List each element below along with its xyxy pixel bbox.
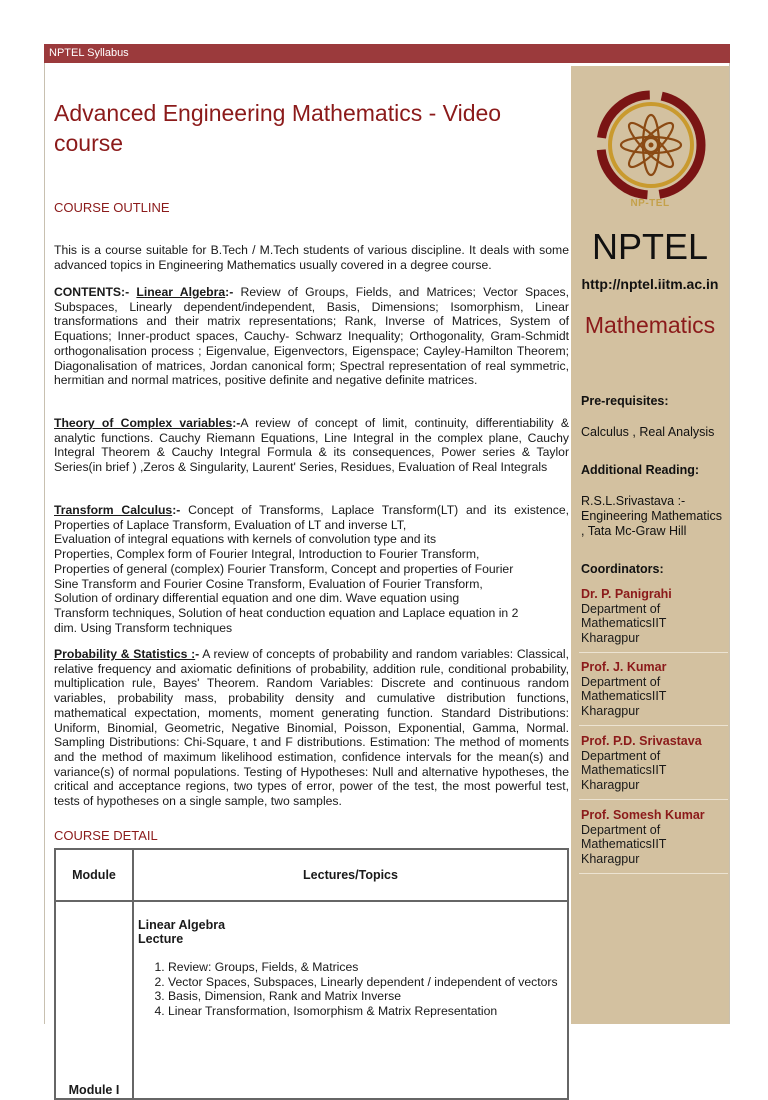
- sidebar-discipline: Mathematics: [584, 312, 716, 338]
- transform-line3: Properties, Complex form of Fourier Integral, Introduction to Fourier Transform,: [54, 547, 480, 562]
- transform-sep: :-: [172, 503, 181, 517]
- topic-title: Linear Algebra: [138, 918, 226, 932]
- transform-line5: Sine Transform and Fourier Cosine Transform, Evaluation of Fourier Transform,: [54, 576, 483, 591]
- topic-subtitle: Lecture: [138, 932, 184, 946]
- transform-paragraph: [54, 503, 569, 635]
- complex-heading: Theory of Complex variables: [54, 416, 233, 430]
- coordinator-dept: Department of MathematicsIIT Kharagpur: [581, 674, 667, 718]
- transform-line6: Solution of ordinary differential equation and one dim. Wave equation using: [54, 591, 460, 606]
- coordinator-name: Prof. P.D. Srivastava: [581, 734, 702, 748]
- list-item: 1. Review: Groups, Fields, & Matrices: [168, 960, 563, 975]
- coordinators-heading: Coordinators:: [581, 562, 664, 576]
- complex-paragraph: [54, 416, 569, 475]
- complex-text: A review of concept of limit, continuity, differentiability & analytic functions. Cauchy Riemann Equations, Line Integral in the complex plane, Cauchy Integral Theorem & Cauchy Integral Formula & its consequences, Power series & Taylor Series(in brief ) ,Zeros & Singularity, Laurent' Series, Residues, Evaluation of Real Integrals: [54, 416, 569, 475]
- list-item: 4. Linear Transformation, Isomorphism & Matrix Representation: [168, 1004, 563, 1019]
- course-detail-table: [54, 848, 569, 1100]
- contents-label: CONTENTS:-: [54, 285, 130, 299]
- coordinator-dept: Department of MathematicsIIT Kharagpur: [581, 601, 667, 645]
- sidebar: [571, 66, 729, 1024]
- complex-sep: :-: [232, 416, 241, 430]
- table-header-row: [55, 849, 568, 901]
- probability-sep: -: [195, 647, 200, 661]
- prereq-text: Calculus , Real Analysis: [581, 425, 715, 439]
- coordinator-name: Prof. Somesh Kumar: [581, 808, 705, 822]
- linear-algebra-sep: :-: [225, 285, 234, 299]
- transform-heading: Transform Calculus: [54, 503, 173, 517]
- list-item: 3. Basis, Dimension, Rank and Matrix Inverse: [168, 989, 563, 1004]
- header-label: NPTEL Syllabus: [49, 47, 129, 59]
- probability-heading: Probability & Statistics :: [54, 647, 196, 661]
- module-cell: [55, 901, 133, 1099]
- coordinator-item: [579, 587, 728, 653]
- linear-algebra-paragraph: [54, 285, 569, 388]
- transform-line8: dim. Using Transform techniques: [54, 620, 233, 635]
- coordinator-dept: Department of MathematicsIIT Kharagpur: [581, 822, 667, 866]
- reading-heading: Additional Reading:: [581, 463, 700, 477]
- probability-paragraph: [54, 647, 569, 809]
- course-detail-label: COURSE DETAIL: [54, 828, 158, 843]
- coordinator-dept: Department of MathematicsIIT Kharagpur: [581, 748, 667, 792]
- sidebar-name: NPTEL: [591, 226, 709, 267]
- module-column-header: Module: [55, 849, 133, 901]
- coordinator-name: Prof. J. Kumar: [581, 660, 667, 674]
- page-title: Advanced Engineering Mathematics - Video course: [54, 100, 502, 156]
- linear-algebra-text: Review of Groups, Fields, and Matrices; Vector Spaces, Subspaces, Linearly dependent/independent, Basis, Dimensions; Isomorphism, Linear transformations and their matrix representations; Rank, Inverse of Matrices, System of Equations; Inner-product spaces, Cauchy- Schwarz Inequality; Orthogonality, Gram-Schmidt orthogonalisation process ; Eigenvalue, Eigenvectors, Eigenspace; Cayley-Hamilton Theorem; Diagonalisation of matrices, Jordan canonical form; Spectral representation of real symmetric, hermitian and normal matrices, positive definite and negative definite matrices.: [54, 285, 569, 388]
- topics-column-header: Lectures/Topics: [133, 849, 568, 901]
- transform-line7: Transform techniques, Solution of heat conduction equation and Laplace equation in 2: [54, 605, 519, 620]
- transform-line2: Evaluation of integral equations with kernels of convolution type and its: [54, 532, 437, 547]
- linear-algebra-heading: Linear Algebra: [136, 285, 226, 299]
- table-row: [55, 901, 568, 1099]
- header-bar: [44, 44, 730, 63]
- course-outline-label: COURSE OUTLINE: [54, 200, 170, 215]
- intro-paragraph: This is a course suitable for B.Tech / M.Tech students of various discipline. It deals with some advanced topics in Engineering Mathematics usually covered in a degree course.: [54, 243, 569, 272]
- coordinator-name: Dr. P. Panigrahi: [581, 587, 672, 601]
- transform-line1: Concept of Transforms, Laplace Transform(LT) and its existence, Properties of Laplace Transform, Evaluation of LT and inverse LT,: [54, 503, 570, 532]
- nptel-logo: [596, 90, 706, 200]
- coordinator-item: [579, 734, 728, 800]
- coordinator-item: [579, 660, 728, 726]
- module-name: Module I: [68, 1083, 120, 1097]
- prereq-heading: Pre-requisites:: [581, 394, 669, 408]
- sidebar-url-link[interactable]: http://nptel.iitm.ac.in: [581, 276, 719, 292]
- probability-text: A review of concepts of probability and random variables: Classical, relative frequency and axiomatic definitions of probability, addition rule, conditional probability, multiplication rule, Bayes' Theorem. Random Variables: Discrete and continuous random variables, probability mass, probability density and cumulative distribution functions, mathematical expectation, moments, moment generating function. Standard Distributions: Uniform, Binomial, Geometric, Negative Binomial, Poisson, Exponential, Gamma, Normal. Sampling Distributions: Chi-Square, t and F distributions. Estimation: The method of moments and the method of maximum likelihood estimation, confidence intervals for the mean(s) and variance(s) of normal populations. Testing of Hypotheses: Null and alternative hypotheses, the critical and acceptance regions, two types of error, power of the test, the most powerful test, tests of hypotheses on a single sample, two samples.: [54, 647, 569, 809]
- coordinator-item: [579, 808, 728, 874]
- lecture-list: [138, 960, 563, 1018]
- list-item: 2. Vector Spaces, Subspaces, Linearly dependent / independent of vectors: [168, 975, 563, 990]
- logo-text: NP-TEL: [630, 198, 670, 209]
- transform-line4: Properties of general (complex) Fourier Transform, Concept and properties of Fourier: [54, 561, 514, 576]
- topics-cell: [133, 901, 568, 1099]
- reading-text: R.S.L.Srivastava :- Engineering Mathematics , Tata Mc-Graw Hill: [581, 494, 723, 538]
